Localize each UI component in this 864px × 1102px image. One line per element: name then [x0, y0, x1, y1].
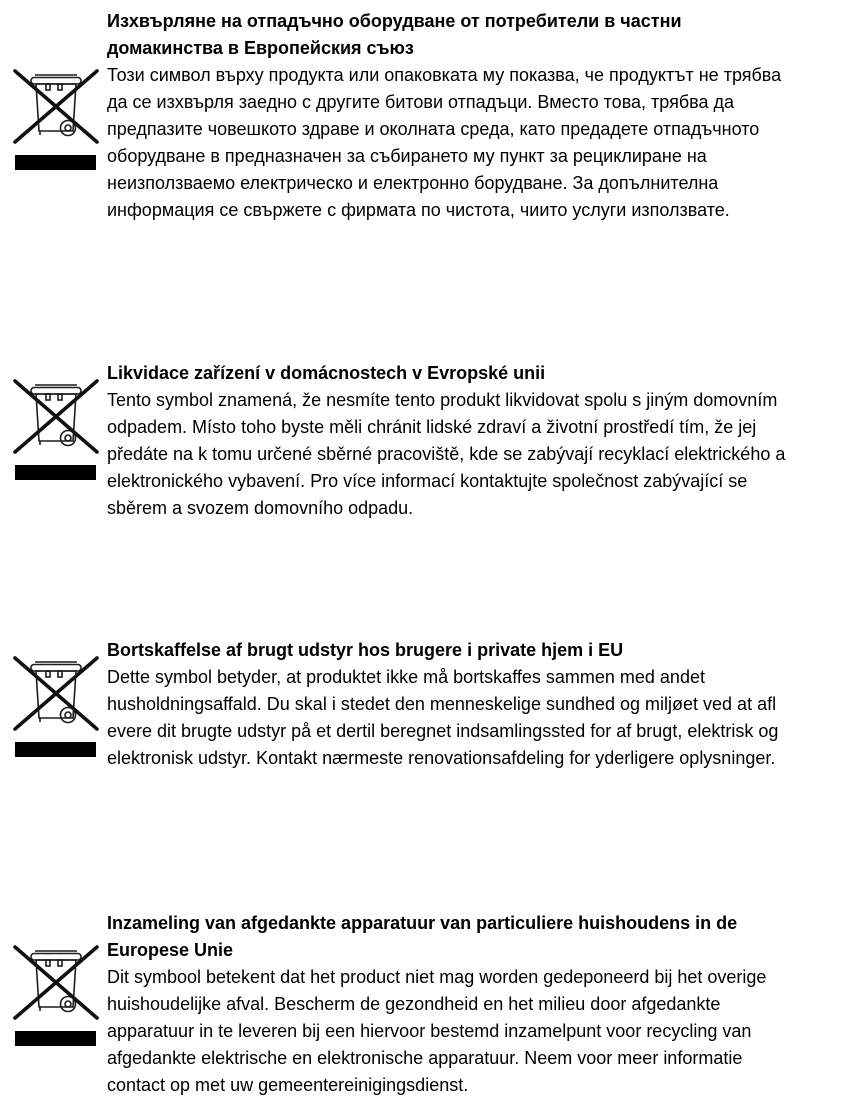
- section-text: [107, 637, 797, 772]
- section-danish: [0, 637, 864, 772]
- section-heading: Likvidace zařízení v domácnostech v Evropské unii: [107, 363, 546, 383]
- section-dutch: [0, 910, 864, 1099]
- section-body: Dit symbool betekent dat het product niet mag worden gedeponeerd bij het overige huishoudelijke afval. Bescherm de gezondheid en het milieu door afgedankte apparatuur in te leveren bij een hiervoor bestemd inzamelpunt voor recycling van afgedankte elektrische en elektronische apparatuur. Neem voor meer informatie contact op met uw gemeentereinigingsdienst.: [107, 967, 767, 1095]
- section-czech: [0, 360, 864, 522]
- black-bar: [15, 1031, 96, 1046]
- crossed-out-wheeled-bin-icon: [12, 377, 100, 457]
- black-bar: [15, 742, 96, 757]
- section-heading: Bortskaffelse af brugt udstyr hos brugere i private hjem i EU: [107, 640, 624, 660]
- weee-icon-block: [12, 377, 102, 480]
- crossed-out-wheeled-bin-icon: [12, 67, 100, 147]
- section-heading: Inzameling van afgedankte apparatuur van particuliere huishoudens in de Europese Unie: [107, 913, 738, 960]
- section-heading: Изхвърляне на отпадъчно оборудване от потребители в частни домакинства в Европейския съюз: [107, 11, 682, 58]
- weee-icon-block: [12, 943, 102, 1046]
- section-body: Този символ върху продукта или опаковката му показва, че продуктът не трябва да се изхвърля заедно с другите битови отпадъци. Вместо това, трябва да предпазите човешкото здраве и околната среда, като предадете отпадъчното оборудване в предназначен за събирането му пункт за рециклиране на неизползваемо електрическо и електронно борудване. За допълнителна информация се свържете с фирмата по чистота, чиито услуги използвате.: [107, 65, 782, 220]
- section-text: [107, 910, 797, 1099]
- weee-icon-block: [12, 67, 102, 170]
- black-bar: [15, 155, 96, 170]
- weee-icon-block: [12, 654, 102, 757]
- section-bulgarian: [0, 8, 864, 224]
- section-body: Tento symbol znamená, že nesmíte tento produkt likvidovat spolu s jiným domovním odpadem. Místo toho byste měli chránit lidské zdraví a životní prostředí tím, že jej předáte na k tomu určené sběrné pracoviště, kde se zabývají recyklací elektrického a elektronického vybavení. Pro více informací kontaktujte společnost zabývající se sběrem a svozem domovního odpadu.: [107, 390, 786, 518]
- black-bar: [15, 465, 96, 480]
- section-text: [107, 360, 797, 522]
- crossed-out-wheeled-bin-icon: [12, 654, 100, 734]
- section-body: Dette symbol betyder, at produktet ikke må bortskaffes sammen med andet husholdningsaffald. Du skal i stedet den menneskelige sundhed og miljøet ved at afl evere dit brugte udstyr på et dertil beregnet indsamlingssted for af brugt, elektrisk og elektronisk udstyr. Kontakt nærmeste renovationsafdeling for yderligere oplysninger.: [107, 667, 779, 768]
- section-text: [107, 8, 797, 224]
- crossed-out-wheeled-bin-icon: [12, 943, 100, 1023]
